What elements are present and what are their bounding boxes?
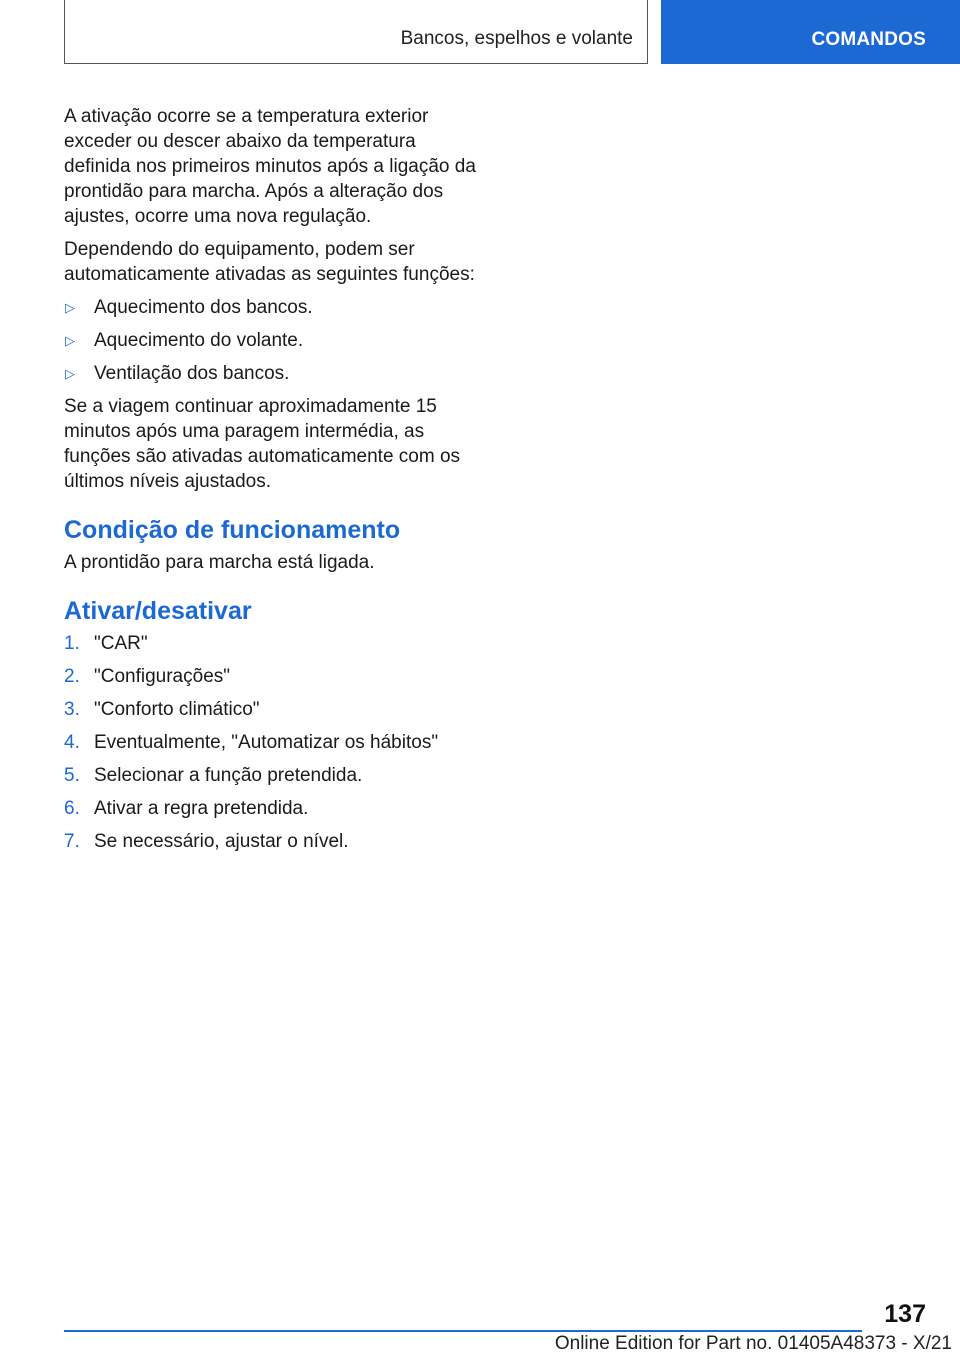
- step-text: Ativar a regra pretendida.: [94, 798, 309, 819]
- list-item-text: Ventilação dos bancos.: [94, 363, 290, 384]
- step-number: 2.: [64, 666, 80, 687]
- footer-divider: [64, 1330, 862, 1332]
- page-number: 137: [884, 1300, 926, 1328]
- step-number: 6.: [64, 798, 80, 819]
- page-content: [64, 104, 480, 862]
- triangle-bullet-icon: ▷: [65, 366, 75, 381]
- step-text: "Configurações": [94, 666, 231, 687]
- list-item: [64, 328, 480, 353]
- list-item: [64, 730, 480, 755]
- functions-intro: Dependendo do equipamento, podem ser automaticamente ativadas as seguintes funções:: [64, 239, 475, 285]
- step-text: Eventualmente, "Automatizar os hábitos": [94, 732, 439, 753]
- list-item-text: Aquecimento dos bancos.: [94, 297, 313, 318]
- list-item: [64, 361, 480, 386]
- intro-paragraph: A ativação ocorre se a temperatura exterior exceder ou descer abaixo da temperatura definida nos primeiros minutos após a ligação da prontidão para marcha. Após a alteração dos ajustes, ocorre uma nova regulação.: [64, 106, 476, 227]
- step-text: Selecionar a função pretendida.: [94, 765, 363, 786]
- step-number: 5.: [64, 765, 80, 786]
- section-title: Bancos, espelhos e volante: [400, 28, 633, 49]
- step-text: "CAR": [94, 633, 148, 654]
- list-item: [64, 796, 480, 821]
- list-item: [64, 829, 480, 854]
- list-item: [64, 295, 480, 320]
- condition-text: A prontidão para marcha está ligada.: [64, 552, 375, 573]
- step-number: 1.: [64, 633, 80, 654]
- list-item: [64, 697, 480, 722]
- triangle-bullet-icon: ▷: [65, 300, 75, 315]
- step-text: Se necessário, ajustar o nível.: [94, 831, 349, 852]
- step-text: "Conforto climático": [94, 699, 260, 720]
- list-item: [64, 631, 480, 656]
- resume-paragraph: Se a viagem continuar aproximadamente 15 minutos após uma paragem intermédia, as funções são ativadas automaticamente com os últimos níveis ajustados.: [64, 396, 461, 492]
- chapter-tab[interactable]: [661, 0, 960, 64]
- list-item: [64, 664, 480, 689]
- list-item: [64, 763, 480, 788]
- triangle-bullet-icon: ▷: [65, 333, 75, 348]
- steps-list: [64, 631, 480, 854]
- functions-list: [64, 295, 480, 386]
- step-number: 7.: [64, 831, 80, 852]
- step-number: 4.: [64, 732, 80, 753]
- chapter-tab-label: COMANDOS: [811, 29, 926, 50]
- list-item-text: Aquecimento do volante.: [94, 330, 304, 351]
- header-section-box: [64, 0, 648, 64]
- step-number: 3.: [64, 699, 80, 720]
- activate-heading: Ativar/desativar: [64, 597, 252, 625]
- condition-heading: Condição de funcionamento: [64, 516, 401, 544]
- edition-footer: Online Edition for Part no. 01405A48373 - X/21: [554, 1333, 952, 1354]
